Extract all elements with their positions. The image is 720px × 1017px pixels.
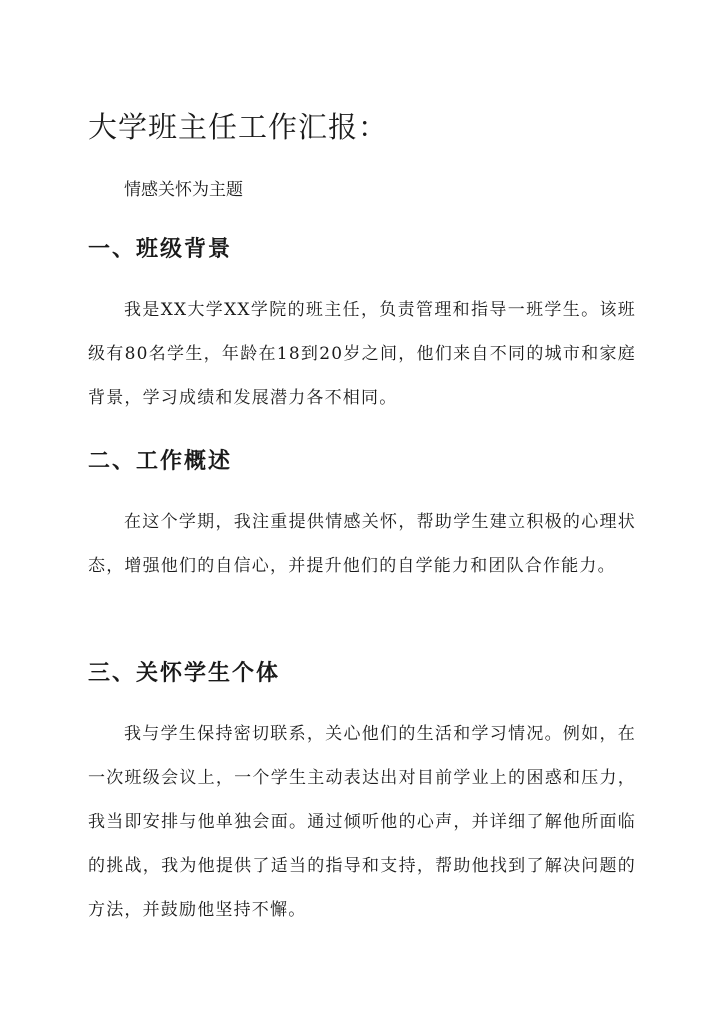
section-body-student-care: 我与学生保持密切联系，关心他们的生活和学习情况。例如，在一次班级会议上，一个学生主动表达出对目前学业上的困惑和压力，我当即安排与他单独会面。通过倾听他的心声，并详细了解他所面临的挑战，我为他提供了适当的指导和支持，帮助他找到了解决问题的方法，并鼓励他坚持不懈。 — [88, 724, 636, 920]
section-body-class-background: 我是XX大学XX学院的班主任，负责管理和指导一班学生。该班级有80名学生，年龄在18到20岁之间，他们来自不同的城市和家庭背景，学习成绩和发展潜力各不相同。 — [88, 300, 636, 408]
section-heading-work-overview: 二、工作概述 — [88, 448, 233, 474]
document-subtitle: 情感关怀为主题 — [124, 180, 243, 200]
document-title: 大学班主任工作汇报： — [88, 110, 389, 145]
section-heading-student-care: 三、关怀学生个体 — [88, 660, 281, 686]
section-body-work-overview: 在这个学期，我注重提供情感关怀，帮助学生建立积极的心理状态，增强他们的自信心，并提升他们的自学能力和团队合作能力。 — [88, 512, 636, 576]
section-heading-class-background: 一、班级背景 — [88, 236, 233, 262]
